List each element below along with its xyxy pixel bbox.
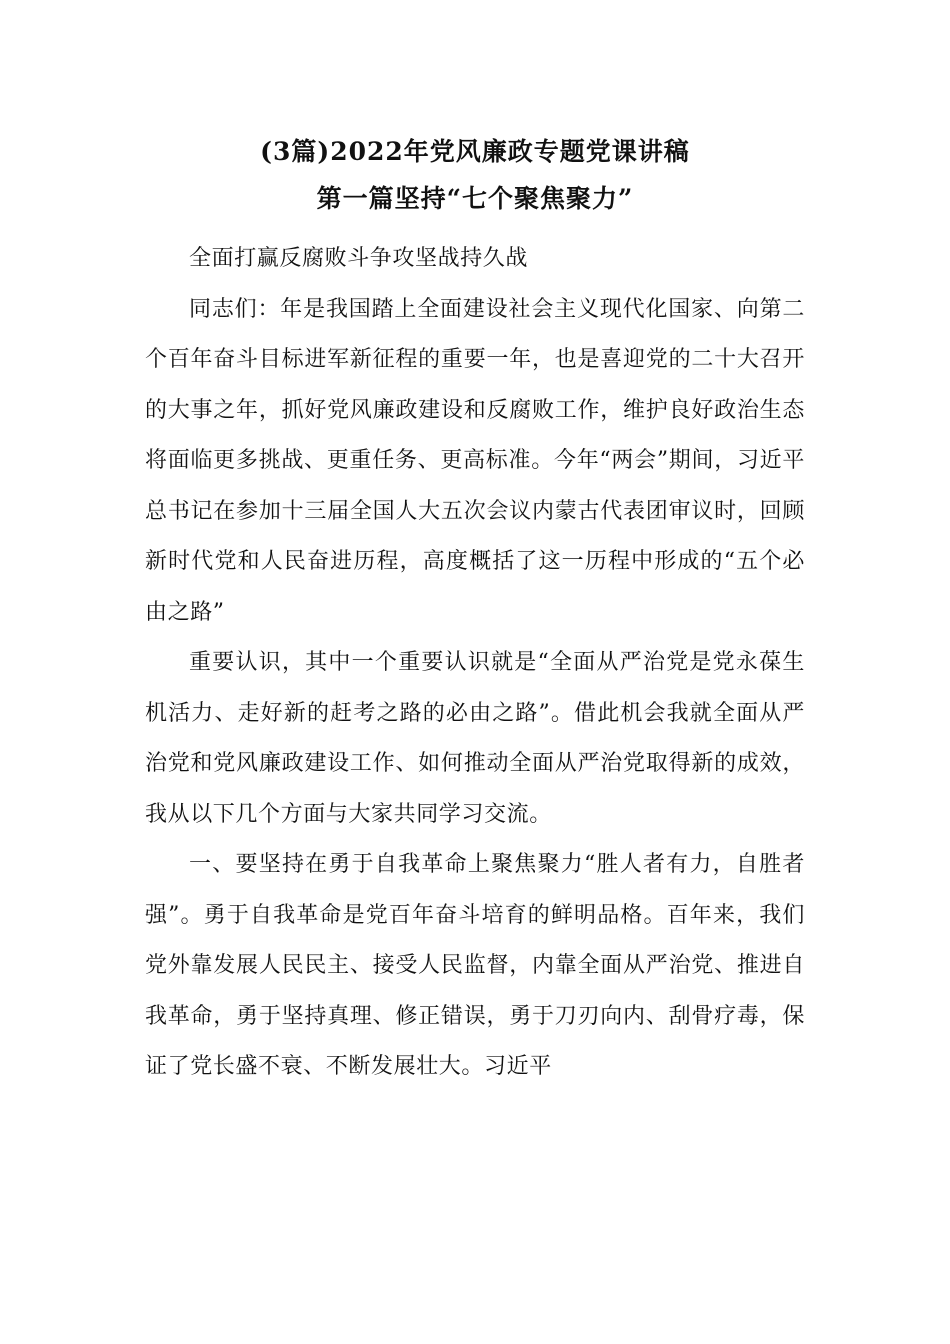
document-subtitle: 第一篇坚持“七个聚焦聚力”: [316, 184, 634, 213]
document-body: [145, 234, 805, 1093]
document-title: (3篇)2022年党风廉政专题党课讲稿: [260, 137, 690, 166]
paragraph-section-one: 一、要坚持在勇于自我革命上聚焦聚力“胜人者有力，自胜者强”。勇于自我革命是党百年奋斗培育的鲜明品格。百年来，我们党外靠发展人民民主、接受人民监督，内靠全面从严治党、推进自我革命，勇于坚持真理、修正错误，勇于刀刃向内、刮骨疗毒，保证了党长盛不衰、不断发展壮大。习近平: [145, 852, 805, 1079]
paragraph-intro: 全面打赢反腐败斗争攻坚战持久战: [189, 246, 529, 271]
paragraph-opening: 同志们：年是我国踏上全面建设社会主义现代化国家、向第二个百年奋斗目标进军新征程的重要一年，也是喜迎党的二十大召开的大事之年，抓好党风廉政建设和反腐败工作，维护良好政治生态将面临更多挑战、更重任务、更高标准。今年“两会”期间，习近平总书记在参加十三届全国人大五次会议内蒙古代表团审议时，回顾新时代党和人民奋进历程，高度概括了这一历程中形成的“五个必由之路”: [145, 296, 805, 625]
paragraph-key-understanding: 重要认识，其中一个重要认识就是“全面从严治党是党永葆生机活力、走好新的赶考之路的必由之路”。借此机会我就全面从严治党和党风廉政建设工作、如何推动全面从严治党取得新的成效，我从以下几个方面与大家共同学习交流。: [145, 650, 805, 827]
